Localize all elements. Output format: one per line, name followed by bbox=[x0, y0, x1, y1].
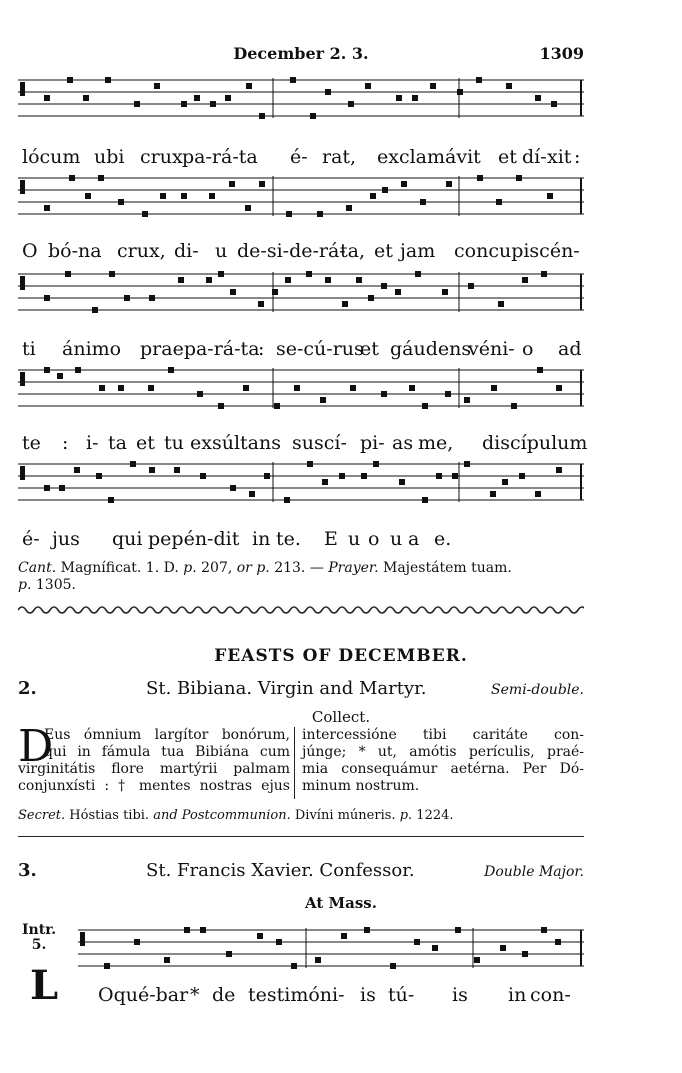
neume bbox=[306, 271, 312, 277]
neume bbox=[464, 461, 470, 467]
syllable: ta bbox=[108, 432, 127, 454]
neume bbox=[99, 385, 105, 391]
neume bbox=[420, 199, 426, 205]
syllable: a bbox=[408, 528, 420, 550]
clef bbox=[80, 932, 85, 946]
neume bbox=[225, 95, 231, 101]
neume bbox=[356, 277, 362, 283]
syllable: et bbox=[498, 146, 517, 168]
syllable: suscí- bbox=[292, 432, 347, 454]
syllable: * bbox=[190, 984, 200, 1006]
syllable: u bbox=[348, 528, 361, 550]
neume bbox=[130, 461, 136, 467]
neume bbox=[511, 403, 517, 409]
syllable: as bbox=[392, 432, 414, 454]
canticle-line bbox=[18, 560, 584, 594]
neume bbox=[506, 83, 512, 89]
syllable: ta, bbox=[340, 240, 366, 262]
neume bbox=[148, 385, 154, 391]
syllable: : bbox=[574, 146, 581, 168]
chant-staff-4 bbox=[18, 362, 584, 432]
neume bbox=[395, 289, 401, 295]
syllable: exsúltans bbox=[190, 432, 281, 454]
introit-abbrev: Intr. bbox=[22, 922, 57, 938]
neume bbox=[154, 83, 160, 89]
neume bbox=[134, 939, 140, 945]
syllable: : bbox=[258, 338, 265, 360]
neume bbox=[109, 271, 115, 277]
page-header bbox=[18, 44, 584, 68]
feast-rank: Double Major. bbox=[484, 864, 584, 880]
neume bbox=[218, 271, 224, 277]
neume bbox=[286, 211, 292, 217]
syllable: dí- bbox=[522, 146, 547, 168]
neume bbox=[346, 205, 352, 211]
collect-line: conjunxísti : † mentes nostras ejus bbox=[18, 778, 290, 794]
syllable: et bbox=[360, 338, 379, 360]
neume bbox=[414, 939, 420, 945]
neume bbox=[290, 77, 296, 83]
syllable: jus bbox=[52, 528, 80, 550]
at-mass-heading: At Mass. bbox=[305, 894, 377, 912]
cant-label: Cant. bbox=[18, 560, 57, 576]
syllable: praepa-rá-ta bbox=[140, 338, 260, 360]
or-label: or p. bbox=[236, 560, 270, 576]
neume bbox=[522, 277, 528, 283]
neume bbox=[320, 397, 326, 403]
neume bbox=[96, 473, 102, 479]
syllable: : bbox=[62, 432, 69, 454]
neume bbox=[430, 83, 436, 89]
page-ref-label: p. bbox=[183, 560, 197, 576]
neume bbox=[243, 385, 249, 391]
syllable: u bbox=[390, 528, 403, 550]
syllable: O bbox=[22, 240, 38, 262]
syllable: tú- bbox=[388, 984, 415, 1006]
neume bbox=[74, 467, 80, 473]
ornamental-divider bbox=[18, 604, 584, 616]
neume bbox=[149, 295, 155, 301]
secret-text: Hóstias tibi. bbox=[69, 808, 150, 823]
neume bbox=[490, 491, 496, 497]
neume bbox=[457, 89, 463, 95]
neume bbox=[75, 367, 81, 373]
neume bbox=[85, 193, 91, 199]
neume bbox=[168, 367, 174, 373]
neume bbox=[370, 193, 376, 199]
syllable: gáudens bbox=[390, 338, 472, 360]
syllable: di- bbox=[174, 240, 199, 262]
neume bbox=[412, 95, 418, 101]
neume bbox=[476, 77, 482, 83]
feast-name: St. Bibiana. Virgin and Martyr. bbox=[146, 678, 427, 699]
collect-line: virginitátis flore martýrii palmam bbox=[18, 761, 290, 777]
neume bbox=[535, 491, 541, 497]
syllable: et bbox=[136, 432, 155, 454]
neume bbox=[381, 283, 387, 289]
neume bbox=[178, 277, 184, 283]
neume bbox=[118, 385, 124, 391]
prayer-text: Majestátem tuam. bbox=[382, 560, 512, 576]
feast-rank: Semi-double. bbox=[491, 682, 584, 698]
syllable: discípulum bbox=[482, 432, 588, 454]
neume bbox=[57, 373, 63, 379]
neume bbox=[108, 497, 114, 503]
syllable: is bbox=[360, 984, 376, 1006]
syllable: véni- bbox=[468, 338, 515, 360]
neume bbox=[315, 957, 321, 963]
syllable: me, bbox=[418, 432, 454, 454]
neume bbox=[44, 485, 50, 491]
neume bbox=[310, 113, 316, 119]
collect-left-column bbox=[18, 721, 295, 799]
syllable: qui bbox=[112, 528, 143, 550]
neume bbox=[348, 101, 354, 107]
collect-line: júnge; * ut, amótis perículis, praé- bbox=[302, 744, 584, 760]
neume bbox=[181, 101, 187, 107]
syllable: testimóni- bbox=[248, 984, 345, 1006]
syllable: pa-rá-ta bbox=[182, 146, 258, 168]
postcommunion-label: and Postcommunion. bbox=[153, 808, 291, 823]
neume bbox=[491, 385, 497, 391]
neume bbox=[373, 461, 379, 467]
neume bbox=[104, 963, 110, 969]
neume bbox=[498, 301, 504, 307]
neume bbox=[432, 945, 438, 951]
syllable: é- bbox=[290, 146, 308, 168]
neume bbox=[396, 95, 402, 101]
neume bbox=[294, 385, 300, 391]
syllable: tu bbox=[164, 432, 184, 454]
neume bbox=[230, 289, 236, 295]
syllable: rat, bbox=[322, 146, 357, 168]
neume bbox=[436, 473, 442, 479]
clef bbox=[20, 82, 25, 96]
syllable: i- bbox=[86, 432, 99, 454]
neume bbox=[522, 951, 528, 957]
syllable: te. bbox=[276, 528, 301, 550]
syllable: o bbox=[522, 338, 534, 360]
neume bbox=[229, 181, 235, 187]
chant-staff-2 bbox=[18, 170, 584, 240]
neume bbox=[365, 83, 371, 89]
page-ref: 207, bbox=[201, 560, 233, 576]
clef bbox=[20, 180, 25, 194]
neume bbox=[134, 101, 140, 107]
chant-staff-1 bbox=[18, 72, 584, 142]
neume bbox=[83, 95, 89, 101]
neume bbox=[246, 83, 252, 89]
syllable: pi- bbox=[360, 432, 385, 454]
introit-initial: L bbox=[30, 962, 59, 1009]
neume bbox=[341, 933, 347, 939]
neume bbox=[291, 963, 297, 969]
neume bbox=[381, 391, 387, 397]
neume bbox=[284, 497, 290, 503]
neume bbox=[442, 289, 448, 295]
syllable: se-cú-rus bbox=[276, 338, 364, 360]
neume bbox=[325, 277, 331, 283]
neume bbox=[551, 101, 557, 107]
neume bbox=[422, 497, 428, 503]
neume bbox=[390, 963, 396, 969]
neume bbox=[194, 95, 200, 101]
syllable: te bbox=[22, 432, 41, 454]
neume bbox=[342, 301, 348, 307]
neume bbox=[555, 939, 561, 945]
neume bbox=[399, 479, 405, 485]
neume bbox=[468, 283, 474, 289]
collect-line: minum nostrum. bbox=[302, 778, 420, 794]
page-ref: 1305. bbox=[35, 577, 76, 593]
syllable: in bbox=[252, 528, 271, 550]
syllable: bó-na bbox=[48, 240, 102, 262]
neume bbox=[44, 205, 50, 211]
divider-rule bbox=[18, 836, 584, 837]
section-title: FEASTS OF DECEMBER. bbox=[214, 646, 468, 666]
syllable: et bbox=[374, 240, 393, 262]
neume bbox=[547, 193, 553, 199]
syllable: crux bbox=[140, 146, 183, 168]
syllable: ánimo bbox=[62, 338, 122, 360]
neume bbox=[317, 211, 323, 217]
cant-text: Magníficat. 1. D. bbox=[60, 560, 179, 576]
dash: — bbox=[309, 560, 324, 576]
neume bbox=[92, 307, 98, 313]
neume bbox=[455, 927, 461, 933]
feast-number: 3. bbox=[18, 860, 37, 881]
neume bbox=[325, 89, 331, 95]
feast-number: 2. bbox=[18, 678, 37, 699]
neume bbox=[350, 385, 356, 391]
syllable: in bbox=[508, 984, 527, 1006]
syllable: exclamávit bbox=[377, 146, 481, 168]
neume bbox=[164, 957, 170, 963]
neume bbox=[249, 491, 255, 497]
neume bbox=[200, 927, 206, 933]
syllable: e. bbox=[434, 528, 452, 550]
neume bbox=[322, 479, 328, 485]
neume bbox=[415, 271, 421, 277]
introit-mode: 5. bbox=[31, 937, 47, 953]
syllable: xit bbox=[547, 146, 572, 168]
neume bbox=[197, 391, 203, 397]
neume bbox=[184, 927, 190, 933]
neume bbox=[59, 485, 65, 491]
neume bbox=[218, 403, 224, 409]
neume bbox=[477, 175, 483, 181]
neume bbox=[245, 205, 251, 211]
neume bbox=[44, 367, 50, 373]
drop-cap: D bbox=[18, 721, 54, 772]
neume bbox=[259, 113, 265, 119]
neume bbox=[230, 485, 236, 491]
neume bbox=[364, 927, 370, 933]
postcommunion-text: Divíni múneris. bbox=[294, 808, 396, 823]
collect-line: Eus ómnium largítor bonórum, bbox=[44, 727, 290, 743]
syllable: ad bbox=[558, 338, 582, 360]
neume bbox=[209, 193, 215, 199]
neume bbox=[368, 295, 374, 301]
neume bbox=[464, 397, 470, 403]
neume bbox=[44, 295, 50, 301]
neume bbox=[409, 385, 415, 391]
syllable: E bbox=[324, 528, 338, 550]
neume bbox=[496, 199, 502, 205]
neume bbox=[445, 391, 451, 397]
chant-staff-5 bbox=[18, 456, 584, 526]
neume bbox=[105, 77, 111, 83]
page-ref: 1224. bbox=[416, 808, 454, 823]
neume bbox=[200, 473, 206, 479]
neume bbox=[44, 95, 50, 101]
neume bbox=[535, 95, 541, 101]
syllable: Oqué-bar bbox=[98, 984, 189, 1006]
syllable: o bbox=[368, 528, 380, 550]
page-number: 1309 bbox=[539, 44, 584, 63]
neume bbox=[259, 181, 265, 187]
neume bbox=[181, 193, 187, 199]
neume bbox=[160, 193, 166, 199]
neume bbox=[537, 367, 543, 373]
page-ref-label: p. bbox=[18, 577, 32, 593]
neume bbox=[500, 945, 506, 951]
syllable: pepén-dit bbox=[148, 528, 240, 550]
neume bbox=[541, 271, 547, 277]
neume bbox=[118, 199, 124, 205]
introit-label bbox=[22, 923, 56, 953]
neume bbox=[65, 271, 71, 277]
neume bbox=[452, 473, 458, 479]
neume bbox=[98, 175, 104, 181]
syllable: lócum bbox=[22, 146, 81, 168]
syllable: é- bbox=[22, 528, 40, 550]
neume bbox=[174, 467, 180, 473]
neume bbox=[206, 277, 212, 283]
syllable: de bbox=[212, 984, 236, 1006]
collect-text bbox=[18, 721, 584, 799]
neume bbox=[124, 295, 130, 301]
neume bbox=[67, 77, 73, 83]
neume bbox=[264, 473, 270, 479]
clef bbox=[20, 372, 25, 386]
neume bbox=[226, 951, 232, 957]
neume bbox=[474, 957, 480, 963]
clef bbox=[20, 466, 25, 480]
neume bbox=[149, 467, 155, 473]
neume bbox=[258, 301, 264, 307]
neume bbox=[382, 187, 388, 193]
neume bbox=[556, 385, 562, 391]
syllable: jam bbox=[400, 240, 436, 262]
secret-line bbox=[18, 808, 454, 823]
collect-heading: Collect. bbox=[311, 708, 371, 726]
neume bbox=[519, 473, 525, 479]
chant-staff-3 bbox=[18, 266, 584, 336]
collect-line: mia consequámur aetérna. Per Dó- bbox=[302, 761, 584, 777]
prayer-label: Prayer. bbox=[328, 560, 379, 576]
neume bbox=[446, 181, 452, 187]
feast-name: St. Francis Xavier. Confessor. bbox=[146, 860, 415, 881]
neume bbox=[339, 473, 345, 479]
syllable: is bbox=[452, 984, 468, 1006]
syllable: ti bbox=[22, 338, 36, 360]
neume bbox=[274, 403, 280, 409]
neume bbox=[142, 211, 148, 217]
syllable: de-si-de-rá- bbox=[237, 240, 346, 262]
neume bbox=[276, 939, 282, 945]
clef bbox=[20, 276, 25, 290]
syllable: crux, bbox=[117, 240, 166, 262]
neume bbox=[361, 473, 367, 479]
collect-line: qui in fámula tua Bibiána cum bbox=[44, 744, 290, 760]
page-ref: 213. bbox=[274, 560, 306, 576]
syllable: concupiscén- bbox=[454, 240, 580, 262]
neume bbox=[541, 927, 547, 933]
collect-line: intercessióne tibi caritáte con- bbox=[302, 727, 584, 743]
neume bbox=[516, 175, 522, 181]
syllable: u bbox=[215, 240, 228, 262]
running-title: December 2. 3. bbox=[233, 44, 369, 63]
neume bbox=[210, 101, 216, 107]
syllable: con- bbox=[530, 984, 571, 1006]
neume bbox=[422, 403, 428, 409]
neume bbox=[257, 933, 263, 939]
secret-label: Secret. bbox=[18, 808, 66, 823]
chant-staff-introit bbox=[78, 922, 584, 978]
neume bbox=[502, 479, 508, 485]
neume bbox=[69, 175, 75, 181]
neume bbox=[285, 277, 291, 283]
neume bbox=[556, 467, 562, 473]
neume bbox=[401, 181, 407, 187]
neume bbox=[307, 461, 313, 467]
syllable: ubi bbox=[94, 146, 125, 168]
page-ref-label: p. bbox=[399, 808, 413, 823]
